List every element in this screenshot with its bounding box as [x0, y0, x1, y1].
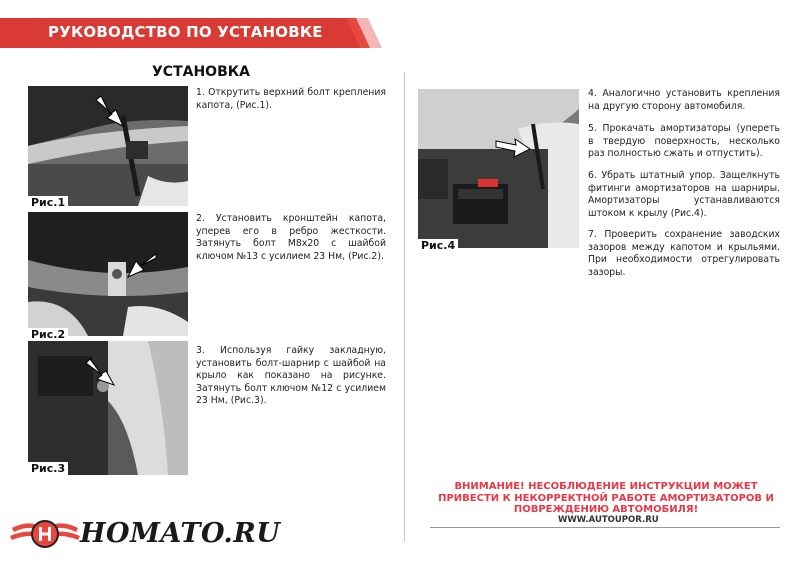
page-header-title: РУКОВОДСТВО ПО УСТАНОВКЕ	[48, 23, 323, 41]
step-6-text: 6. Убрать штатный упор. Защелкнуть фитинги амортизаторов на шарниры. Амортизаторы устанавливаются штоком к крылу (Рис.4).	[588, 170, 780, 219]
figure-2-photo	[28, 212, 188, 336]
step-2-text: 2. Установить кронштейн капота, уперев его в ребро жесткости. Затянуть болт М8х20 с шайбой ключом №13 с усилием 23 Нм, (Рис.2).	[196, 213, 386, 262]
step-5-text: 5. Прокачать амортизаторы (упереть в твердую поверхность, несколько раз полностью сжать и отпустить).	[588, 123, 780, 159]
step-1-text: 1. Открутить верхний болт крепления капота, (Рис.1).	[196, 87, 386, 111]
figure-4-caption: Рис.4	[418, 239, 458, 252]
brand-logo-text: HOMATO.RU	[80, 518, 281, 549]
figure-1-caption: Рис.1	[28, 196, 68, 209]
step-4-text: 4. Аналогично установить крепления на другую сторону автомобиля.	[588, 88, 780, 112]
brand-logo-icon	[10, 514, 80, 554]
figure-1-photo	[28, 86, 188, 206]
step-7-text: 7. Проверить сохранение заводских зазоров между капотом и крыльями. При необходимости отрегулировать зазоры.	[588, 229, 780, 278]
section-title: УСТАНОВКА	[152, 64, 251, 80]
warning-notice: ВНИМАНИЕ! НЕСОБЛЮДЕНИЕ ИНСТРУКЦИИ МОЖЕТ ПРИВЕСТИ К НЕКОРРЕКТНОЙ РАБОТЕ АМОРТИЗАТОРОВ И ПОВРЕЖДЕНИЮ АВТОМОБИЛЯ!	[438, 481, 774, 515]
website-link[interactable]: WWW.AUTOUPOR.RU	[558, 515, 659, 525]
figure-3-photo	[28, 341, 188, 475]
figure-3-caption: Рис.3	[28, 462, 68, 475]
step-3-text: 3. Используя гайку закладную, установить болт-шарнир с шайбой на крыло как показано на рисунке. Затянуть болт ключом №12 с усилием 23 Нм, (Рис.3).	[196, 345, 386, 406]
figure-4-photo	[418, 89, 579, 248]
footer-rule	[430, 527, 780, 528]
figure-2-caption: Рис.2	[28, 328, 68, 341]
column-divider	[404, 72, 405, 542]
